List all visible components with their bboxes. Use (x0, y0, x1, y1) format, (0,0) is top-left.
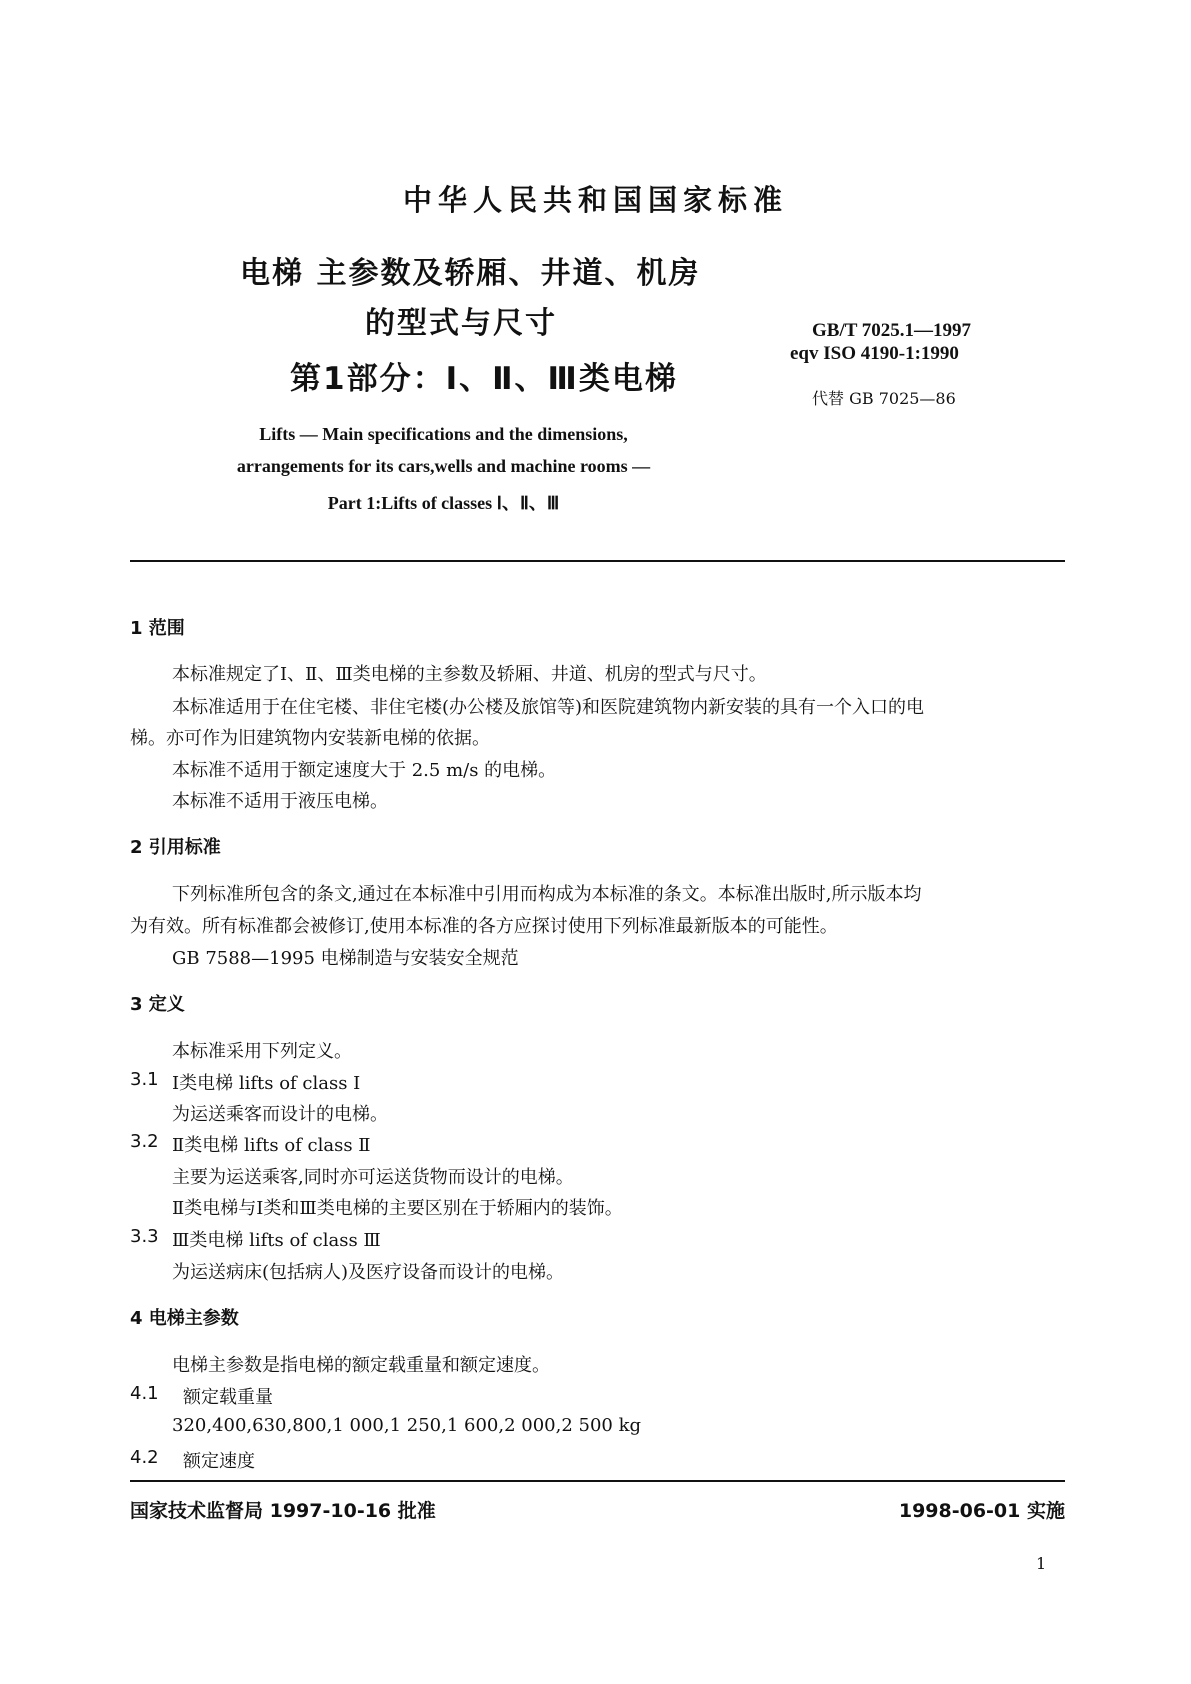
section-2-paragraph-1a: 下列标准所包含的条文,通过在本标准中引用而构成为本标准的条文。本标准出版时,所示版本均 (172, 884, 922, 905)
title-line-3: 第1部分：Ⅰ、Ⅱ、Ⅲ类电梯 (290, 361, 678, 397)
page-number: 1 (1036, 1554, 1047, 1573)
rated-load-values: 320,400,630,800,1 000,1 250,1 600,2 000,2 500 kg (172, 1415, 642, 1436)
section-1-paragraph-2b: 梯。亦可作为旧建筑物内安装新电梯的依据。 (130, 728, 490, 749)
header-divider (130, 560, 1065, 562)
clause-3-2-definition-2: Ⅱ类电梯与Ⅰ类和Ⅲ类电梯的主要区别在于轿厢内的装饰。 (172, 1198, 623, 1219)
clause-3-3-number: 3.3 (130, 1226, 159, 1247)
english-title-line-1: Lifts — Main specifications and the dimensions, (259, 424, 628, 444)
clause-4-1-number: 4.1 (130, 1383, 159, 1404)
clause-3-2-definition-1: 主要为运送乘客,同时亦可运送货物而设计的电梯。 (172, 1167, 574, 1188)
section-4-heading: 4 电梯主参数 (130, 1308, 239, 1329)
footer-divider (130, 1480, 1065, 1482)
replaces-standard: 代替 GB 7025—86 (812, 389, 956, 408)
title-line-2: 的型式与尺寸 (365, 306, 557, 341)
clause-4-1-title: 额定载重量 (183, 1387, 273, 1408)
standard-type-heading: 中华人民共和国国家标准 (402, 183, 788, 217)
clause-3-1-number: 3.1 (130, 1069, 159, 1090)
section-1-paragraph-3: 本标准不适用于额定速度大于 2.5 m/s 的电梯。 (172, 760, 557, 781)
clause-3-3-definition: 为运送病床(包括病人)及医疗设备而设计的电梯。 (172, 1262, 565, 1283)
english-title-line-2: arrangements for its cars,wells and machine rooms — (236, 456, 651, 476)
section-4-paragraph-1: 电梯主参数是指电梯的额定载重量和额定速度。 (172, 1355, 550, 1376)
section-2-reference: GB 7588—1995 电梯制造与安装安全规范 (172, 948, 519, 969)
title-line-1: 电梯 主参数及轿厢、井道、机房 (240, 256, 701, 291)
effective-date: 1998-06-01 实施 (898, 1500, 1065, 1522)
section-1-paragraph-1: 本标准规定了Ⅰ、Ⅱ、Ⅲ类电梯的主参数及轿厢、井道、机房的型式与尺寸。 (172, 664, 767, 685)
section-1-heading: 1 范围 (130, 618, 185, 639)
english-title-line-3: Part 1:Lifts of classes Ⅰ、Ⅱ、Ⅲ (327, 493, 560, 513)
standard-code: GB/T 7025.1—1997 (812, 320, 972, 341)
section-2-heading: 2 引用标准 (130, 837, 221, 858)
section-3-paragraph-1: 本标准采用下列定义。 (172, 1041, 352, 1062)
clause-3-2-term: Ⅱ类电梯 lifts of class Ⅱ (172, 1135, 371, 1156)
clause-3-1-definition: 为运送乘客而设计的电梯。 (172, 1104, 388, 1125)
clause-4-2-number: 4.2 (130, 1447, 159, 1468)
equivalent-standard: eqv ISO 4190-1:1990 (790, 343, 959, 364)
clause-3-2-number: 3.2 (130, 1131, 159, 1152)
section-3-heading: 3 定义 (130, 994, 185, 1015)
section-1-paragraph-2a: 本标准适用于在住宅楼、非住宅楼(办公楼及旅馆等)和医院建筑物内新安装的具有一个入口的电 (172, 697, 925, 718)
section-2-paragraph-1b: 为有效。所有标准都会被修订,使用本标准的各方应探讨使用下列标准最新版本的可能性。 (130, 916, 838, 937)
clause-3-3-term: Ⅲ类电梯 lifts of class Ⅲ (172, 1230, 381, 1251)
clause-4-2-title: 额定速度 (183, 1451, 255, 1472)
section-1-paragraph-4: 本标准不适用于液压电梯。 (172, 791, 388, 812)
approval-statement: 国家技术监督局 1997-10-16 批准 (130, 1500, 436, 1522)
clause-3-1-term: Ⅰ类电梯 lifts of class Ⅰ (172, 1073, 361, 1094)
